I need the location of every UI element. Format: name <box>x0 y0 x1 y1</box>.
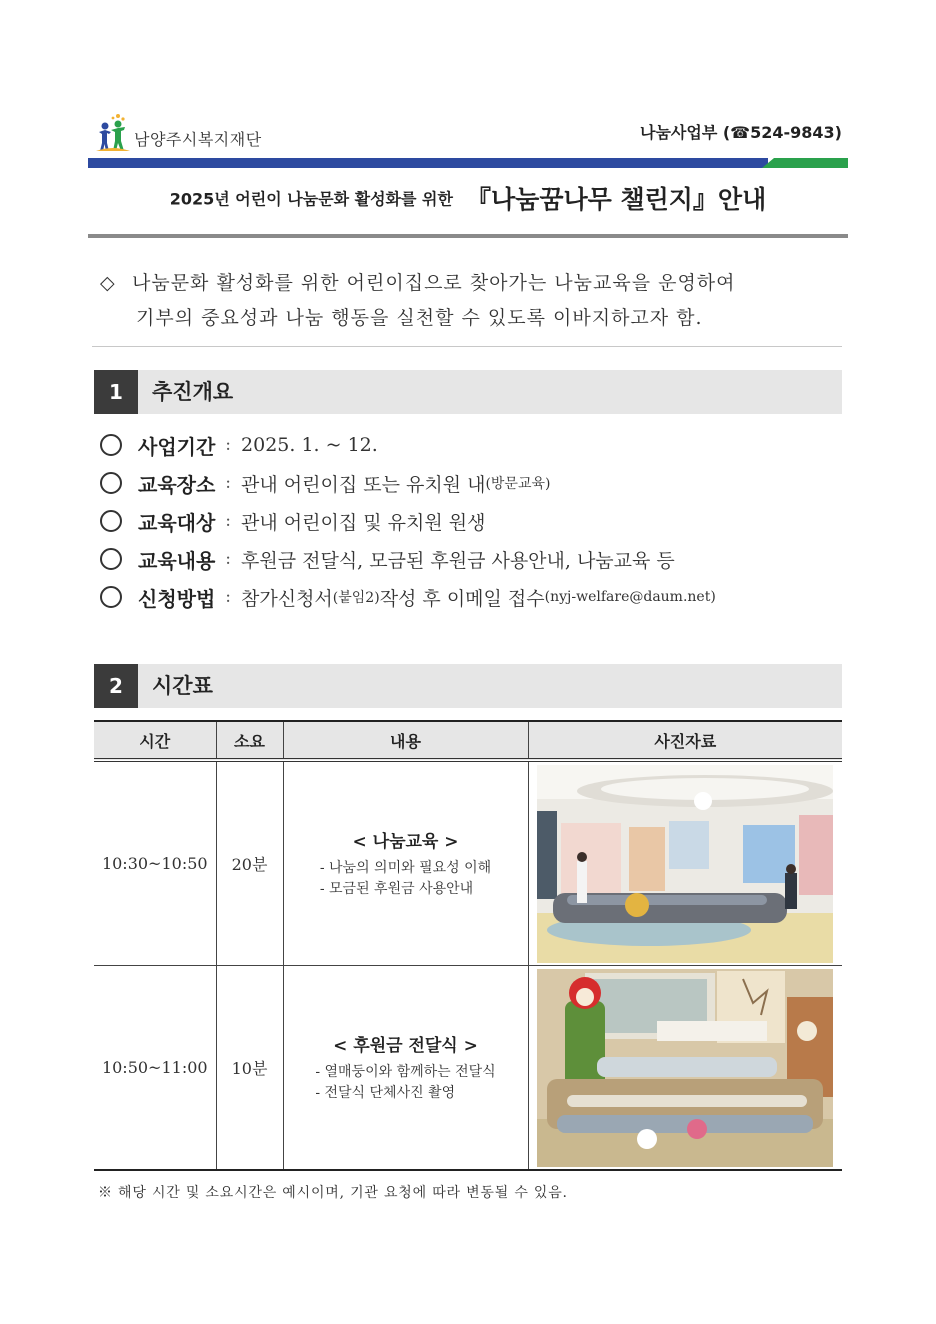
circle-bullet-icon <box>100 586 122 608</box>
item-separator: : <box>225 511 232 531</box>
content-detail: - 모금된 후원금 사용안내 <box>319 881 474 897</box>
column-header: 내용 <box>283 721 528 760</box>
content-cell <box>283 760 528 966</box>
item-key: 교육내용 <box>138 548 216 573</box>
section-number: 1 <box>94 370 138 414</box>
circle-bullet-icon <box>100 510 122 532</box>
schedule-table <box>94 720 842 1171</box>
section-header-overview <box>94 370 842 414</box>
dept-contact: 나눔사업부 (☎524-9843) <box>640 123 842 142</box>
header-bar-green <box>762 158 848 168</box>
photo-cell <box>528 760 842 966</box>
org-name: 남양주시복지재단 <box>134 130 262 149</box>
photo-cell <box>528 966 842 1171</box>
column-header: 사진자료 <box>528 721 842 760</box>
photo-classroom-education <box>537 765 833 963</box>
section-label: 추진개요 <box>152 380 234 404</box>
group-photo-image <box>537 969 833 1167</box>
item-note: (방문교육) <box>485 476 551 492</box>
circle-bullet-icon <box>100 434 122 456</box>
header-bar-blue <box>88 158 768 168</box>
item-key: 교육대상 <box>138 510 216 535</box>
item-value-after: 작성 후 이메일 접수 <box>379 587 545 610</box>
photo-donation-ceremony <box>537 969 833 1167</box>
item-key: 사업기간 <box>138 434 216 459</box>
duration-cell: 10분 <box>216 966 283 1171</box>
column-header: 소요 <box>216 721 283 760</box>
section-label: 시간표 <box>152 674 213 698</box>
classroom-photo-image <box>537 765 833 963</box>
list-item <box>100 540 860 578</box>
title-divider <box>88 234 848 238</box>
item-key: 교육장소 <box>138 472 216 497</box>
item-value: 관내 어린이집 또는 유치원 내 <box>241 473 486 496</box>
footnote: ※ 해당 시간 및 소요시간은 예시이며, 기관 요청에 따라 변동될 수 있음. <box>98 1185 568 1201</box>
title-prefix: 2025년 어린이 나눔문화 활성화를 위한 <box>169 189 453 209</box>
time-cell: 10:30~10:50 <box>94 760 216 966</box>
item-note: (붙임2) <box>332 590 380 606</box>
column-header: 시간 <box>94 721 216 760</box>
circle-bullet-icon <box>100 472 122 494</box>
list-item <box>100 502 860 540</box>
list-item <box>100 578 860 616</box>
item-value: 참가신청서 <box>241 587 333 610</box>
list-item <box>100 426 860 464</box>
overview-list <box>100 426 860 616</box>
section-number: 2 <box>94 664 138 708</box>
circle-bullet-icon <box>100 548 122 570</box>
item-value: 후원금 전달식, 모금된 후원금 사용안내, 나눔교육 등 <box>241 549 675 572</box>
intro-line-1: 나눔문화 활성화를 위한 어린이집으로 찾아가는 나눔교육을 운영하여 <box>132 272 736 294</box>
page-title <box>88 180 848 216</box>
intro-paragraph <box>100 266 840 336</box>
content-list <box>320 858 491 900</box>
org-logo <box>96 112 262 152</box>
table-header-row <box>94 721 842 760</box>
content-cell <box>283 966 528 1171</box>
table-row <box>94 760 842 966</box>
item-separator: : <box>225 587 232 607</box>
item-separator: : <box>225 473 232 493</box>
content-title: < 후원금 전달식 > <box>333 1036 478 1056</box>
item-key: 신청방법 <box>138 586 216 611</box>
content-detail: - 열매둥이와 함께하는 전달식 <box>315 1064 496 1080</box>
table-row <box>94 966 842 1171</box>
item-value: 관내 어린이집 및 유치원 원생 <box>241 511 486 534</box>
time-cell: 10:50~11:00 <box>94 966 216 1171</box>
content-detail: - 나눔의 의미와 필요성 이해 <box>319 860 492 876</box>
intro-divider <box>92 346 842 347</box>
email-text: (nyj-welfare@daum.net) <box>544 589 716 605</box>
title-main: 『나눔꿈나무 챌린지』안내 <box>466 185 767 214</box>
intro-line-2: 기부의 중요성과 나눔 행동을 실천할 수 있도록 이바지하고자 함. <box>136 307 703 329</box>
diamond-bullet-icon: ◇ <box>100 272 116 294</box>
duration-cell: 20분 <box>216 760 283 966</box>
people-logo-icon <box>96 112 130 152</box>
item-value: 2025. 1. ~ 12. <box>241 434 378 456</box>
content-title: < 나눔교육 > <box>352 832 459 852</box>
section-header-schedule <box>94 664 842 708</box>
content-detail: - 전달식 단체사진 촬영 <box>315 1085 456 1101</box>
item-separator: : <box>225 549 232 569</box>
list-item <box>100 464 860 502</box>
content-list <box>315 1062 495 1104</box>
item-separator: : <box>225 435 232 455</box>
